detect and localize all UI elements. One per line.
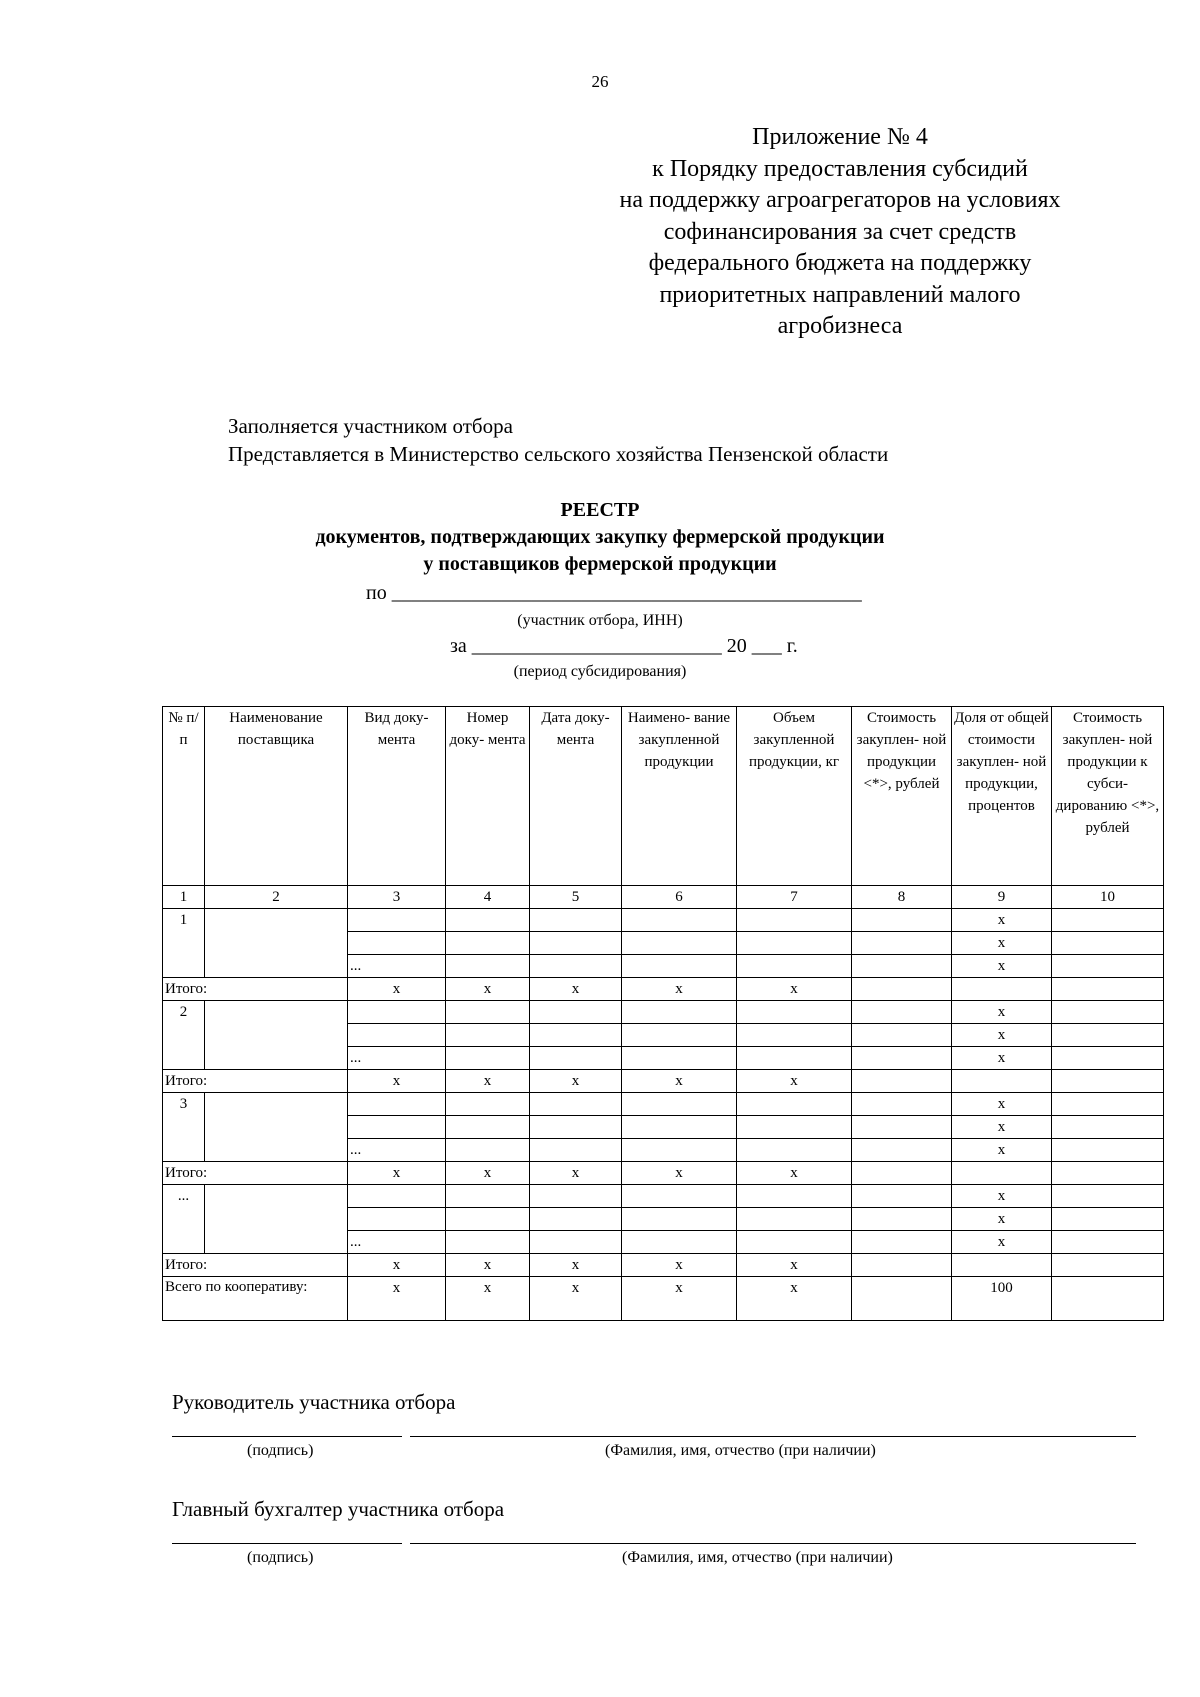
cross-mark: х	[446, 978, 530, 1001]
subtotal-row	[163, 978, 1164, 1001]
table-cell	[622, 1208, 737, 1231]
ellipsis-cell: ...	[348, 955, 446, 978]
table-cell	[737, 1093, 852, 1116]
table-cell	[530, 955, 622, 978]
table-cell	[852, 1162, 952, 1185]
submission-notes	[228, 412, 888, 468]
table-cell	[737, 1185, 852, 1208]
accountant-name-line	[410, 1543, 1136, 1544]
table-cell	[737, 1116, 852, 1139]
table-cell	[737, 1139, 852, 1162]
cross-mark: х	[348, 1277, 446, 1321]
subtotal-label: Итого:	[163, 1070, 348, 1093]
table-cell	[737, 1001, 852, 1024]
column-number: 2	[205, 886, 348, 909]
table-cell	[530, 1001, 622, 1024]
filled-by-note: Заполняется участником отбора	[228, 414, 513, 438]
table-cell	[530, 909, 622, 932]
table-cell	[952, 1162, 1052, 1185]
table-cell	[852, 909, 952, 932]
appendix-line: федерального бюджета на поддержку	[648, 250, 1032, 276]
table-cell	[1052, 909, 1164, 932]
column-header: Наименование поставщика	[205, 707, 348, 886]
column-number: 5	[530, 886, 622, 909]
column-header: Стоимость закуплен- ной продукции <*>, рублей	[852, 707, 952, 886]
period-caption: (период субсидирования)	[513, 663, 687, 680]
head-signature-line	[172, 1436, 402, 1437]
header-row	[163, 707, 1164, 886]
cross-mark: х	[952, 955, 1052, 978]
table-cell	[622, 1116, 737, 1139]
register-title: РЕЕСТР	[560, 499, 640, 521]
column-header: Наимено- вание закупленной продукции	[622, 707, 737, 886]
accountant-name-caption: (Фамилия, имя, отчество (при наличии)	[622, 1549, 893, 1566]
supplier-name-cell	[205, 909, 348, 978]
cross-mark: х	[952, 1208, 1052, 1231]
cross-mark: х	[952, 1047, 1052, 1070]
cross-mark: х	[530, 1254, 622, 1277]
table-cell	[446, 1139, 530, 1162]
table-cell	[1052, 1208, 1164, 1231]
table-row	[163, 909, 1164, 932]
table-cell	[852, 1254, 952, 1277]
register-body	[163, 909, 1164, 1321]
table-cell	[737, 955, 852, 978]
table-cell	[852, 1208, 952, 1231]
subtotal-label: Итого:	[163, 978, 348, 1001]
column-header: № п/п	[163, 707, 205, 886]
head-signature-caption: (подпись)	[247, 1442, 314, 1459]
column-number-row	[163, 886, 1164, 909]
column-number: 9	[952, 886, 1052, 909]
cross-mark: х	[952, 1001, 1052, 1024]
cross-mark: х	[952, 1024, 1052, 1047]
table-row	[163, 1001, 1164, 1024]
cross-mark: х	[737, 1254, 852, 1277]
appendix-line: агробизнеса	[777, 313, 903, 339]
column-number: 3	[348, 886, 446, 909]
table-cell	[852, 955, 952, 978]
table-cell	[852, 1070, 952, 1093]
table-cell	[622, 955, 737, 978]
accountant-signature-label: Главный бухгалтер участника отбора	[172, 1497, 505, 1521]
table-cell	[1052, 1185, 1164, 1208]
table-cell	[446, 932, 530, 955]
cross-mark: х	[530, 1162, 622, 1185]
document-type-cell	[348, 1024, 446, 1047]
table-cell	[852, 1231, 952, 1254]
table-row	[163, 1093, 1164, 1116]
table-cell	[622, 909, 737, 932]
appendix-line: на поддержку агроагрегаторов на условиях	[619, 187, 1061, 213]
table-cell	[446, 1185, 530, 1208]
cross-mark: х	[530, 1070, 622, 1093]
page-number: 26	[591, 72, 609, 91]
table-cell	[737, 1024, 852, 1047]
table-cell	[622, 1139, 737, 1162]
cross-mark: х	[622, 1254, 737, 1277]
table-cell	[446, 1231, 530, 1254]
table-cell	[737, 1231, 852, 1254]
appendix-line: Приложение № 4	[752, 124, 928, 150]
appendix-line: софинансирования за счет средств	[663, 218, 1017, 245]
cross-mark: х	[737, 1162, 852, 1185]
supplier-name-cell	[205, 1093, 348, 1162]
subtotal-label: Итого:	[163, 1254, 348, 1277]
table-cell	[952, 1070, 1052, 1093]
participant-line: по _______________________________________________	[366, 582, 862, 604]
table-cell	[622, 1231, 737, 1254]
register-subtitle: документов, подтверждающих закупку фермерской продукции	[315, 526, 885, 548]
table-cell	[852, 1185, 952, 1208]
grand-total-share: 100	[952, 1277, 1052, 1321]
head-signature-label: Руководитель участника отбора	[172, 1390, 456, 1414]
cross-mark: х	[737, 1070, 852, 1093]
table-cell	[737, 1047, 852, 1070]
table-cell	[852, 1024, 952, 1047]
cross-mark: х	[446, 1162, 530, 1185]
column-header: Стоимость закуплен- ной продукции к субси- дированию <*>, рублей	[1052, 707, 1164, 886]
row-number-cell: 3	[163, 1093, 205, 1162]
table-cell	[852, 932, 952, 955]
row-number-cell: 2	[163, 1001, 205, 1070]
subtotal-row	[163, 1070, 1164, 1093]
grand-total-row	[163, 1277, 1164, 1321]
table-cell	[446, 1116, 530, 1139]
cross-mark: х	[622, 1070, 737, 1093]
accountant-signature-caption: (подпись)	[247, 1549, 314, 1566]
cross-mark: х	[952, 909, 1052, 932]
register-table	[162, 706, 1164, 1321]
document-type-cell	[348, 932, 446, 955]
table-cell	[622, 1001, 737, 1024]
column-number: 6	[622, 886, 737, 909]
table-cell	[622, 1093, 737, 1116]
cross-mark: х	[446, 1277, 530, 1321]
row-number-cell: ...	[163, 1185, 205, 1254]
table-cell	[446, 955, 530, 978]
table-cell	[446, 1024, 530, 1047]
table-cell	[446, 1093, 530, 1116]
ellipsis-cell: ...	[348, 1139, 446, 1162]
subtotal-row	[163, 1162, 1164, 1185]
table-cell	[446, 909, 530, 932]
table-cell	[1052, 1231, 1164, 1254]
cross-mark: х	[348, 1162, 446, 1185]
column-header: Номер доку- мента	[446, 707, 530, 886]
document-type-cell	[348, 909, 446, 932]
table-cell	[622, 932, 737, 955]
cross-mark: х	[952, 1231, 1052, 1254]
row-number-cell: 1	[163, 909, 205, 978]
submitted-to-note: Представляется в Министерство сельского хозяйства Пензенской области	[228, 442, 889, 466]
table-cell	[952, 978, 1052, 1001]
ellipsis-cell: ...	[348, 1047, 446, 1070]
table-cell	[622, 1047, 737, 1070]
table-cell	[1052, 1047, 1164, 1070]
table-cell	[530, 932, 622, 955]
column-number: 8	[852, 886, 952, 909]
table-cell	[446, 1001, 530, 1024]
document-type-cell	[348, 1116, 446, 1139]
document-type-cell	[348, 1001, 446, 1024]
grand-total-label: Всего по кооперативу:	[163, 1277, 348, 1321]
table-cell	[1052, 1162, 1164, 1185]
table-cell	[530, 1208, 622, 1231]
cross-mark: х	[952, 1185, 1052, 1208]
document-type-cell	[348, 1185, 446, 1208]
table-cell	[1052, 1116, 1164, 1139]
column-header: Дата доку- мента	[530, 707, 622, 886]
head-name-caption: (Фамилия, имя, отчество (при наличии)	[605, 1442, 876, 1459]
cross-mark: х	[530, 978, 622, 1001]
table-cell	[852, 1116, 952, 1139]
column-number: 10	[1052, 886, 1164, 909]
cross-mark: х	[737, 1277, 852, 1321]
table-cell	[1052, 1277, 1164, 1321]
table-cell	[530, 1139, 622, 1162]
table-cell	[852, 978, 952, 1001]
appendix-line: приоритетных направлений малого	[659, 281, 1021, 308]
cross-mark: х	[348, 978, 446, 1001]
table-row	[163, 1185, 1164, 1208]
table-cell	[1052, 978, 1164, 1001]
table-cell	[1052, 955, 1164, 978]
cross-mark: х	[952, 1093, 1052, 1116]
table-cell	[852, 1001, 952, 1024]
table-cell	[1052, 1254, 1164, 1277]
table-cell	[737, 909, 852, 932]
table-cell	[530, 1116, 622, 1139]
table-cell	[1052, 1070, 1164, 1093]
subtotal-label: Итого:	[163, 1162, 348, 1185]
column-number: 4	[446, 886, 530, 909]
cross-mark: х	[446, 1070, 530, 1093]
appendix-header	[570, 122, 1110, 343]
cross-mark: х	[348, 1254, 446, 1277]
cross-mark: х	[348, 1070, 446, 1093]
cross-mark: х	[446, 1254, 530, 1277]
table-cell	[852, 1093, 952, 1116]
appendix-line: к Порядку предоставления субсидий	[652, 155, 1028, 182]
table-cell	[530, 1024, 622, 1047]
table-cell	[622, 1185, 737, 1208]
column-number: 1	[163, 886, 205, 909]
table-cell	[530, 1185, 622, 1208]
table-cell	[1052, 1093, 1164, 1116]
table-cell	[530, 1231, 622, 1254]
table-cell	[1052, 932, 1164, 955]
column-number: 7	[737, 886, 852, 909]
table-cell	[1052, 1024, 1164, 1047]
table-cell	[852, 1139, 952, 1162]
table-cell	[446, 1208, 530, 1231]
column-header: Объем закупленной продукции, кг	[737, 707, 852, 886]
subtotal-row	[163, 1254, 1164, 1277]
table-cell	[446, 1047, 530, 1070]
period-line: за _________________________ 20 ___ г.	[450, 635, 798, 657]
table-cell	[530, 1093, 622, 1116]
table-cell	[852, 1277, 952, 1321]
table-cell	[530, 1047, 622, 1070]
supplier-name-cell	[205, 1001, 348, 1070]
cross-mark: х	[530, 1277, 622, 1321]
table-cell	[1052, 1139, 1164, 1162]
cross-mark: х	[622, 1162, 737, 1185]
register-title-block	[0, 497, 1200, 578]
table-cell	[952, 1254, 1052, 1277]
column-header: Доля от общей стоимости закуплен- ной продукции, процентов	[952, 707, 1052, 886]
cross-mark: х	[622, 1277, 737, 1321]
table-cell	[1052, 1001, 1164, 1024]
cross-mark: х	[952, 1139, 1052, 1162]
table-cell	[737, 932, 852, 955]
supplier-name-cell	[205, 1185, 348, 1254]
cross-mark: х	[952, 1116, 1052, 1139]
register-subtitle: у поставщиков фермерской продукции	[423, 553, 777, 575]
table-cell	[737, 1208, 852, 1231]
document-type-cell	[348, 1208, 446, 1231]
table-cell	[622, 1024, 737, 1047]
column-header: Вид доку- мента	[348, 707, 446, 886]
head-name-line	[410, 1436, 1136, 1437]
ellipsis-cell: ...	[348, 1231, 446, 1254]
document-type-cell	[348, 1093, 446, 1116]
participant-caption: (участник отбора, ИНН)	[517, 612, 683, 629]
cross-mark: х	[737, 978, 852, 1001]
table-cell	[852, 1047, 952, 1070]
accountant-signature-line	[172, 1543, 402, 1544]
cross-mark: х	[952, 932, 1052, 955]
cross-mark: х	[622, 978, 737, 1001]
